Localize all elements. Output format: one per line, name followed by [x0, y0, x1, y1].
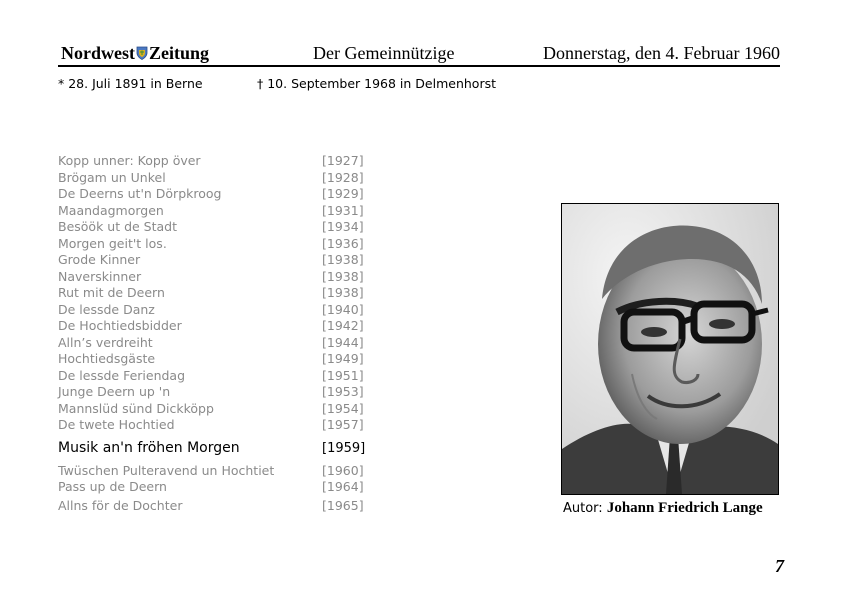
work-title: De Hochtiedsbidder	[58, 318, 182, 333]
list-item	[58, 153, 368, 170]
caption-label: Autor:	[563, 501, 603, 516]
work-year: [1953]	[322, 384, 364, 399]
list-item	[58, 401, 368, 418]
work-title: Alln’s verdreiht	[58, 334, 153, 350]
work-year: [1927]	[322, 153, 364, 168]
issue-date: Donnerstag, den 4. Februar 1960	[543, 43, 780, 63]
brand-name-part2: Zeitung	[149, 43, 210, 63]
list-item	[58, 219, 368, 236]
work-title: Junge Deern up 'n	[58, 384, 171, 399]
work-year: [1954]	[322, 400, 364, 416]
work-title: De twete Hochtied	[58, 417, 175, 432]
page-number: 7	[775, 556, 784, 576]
featured-work-year: [1959]	[322, 440, 366, 456]
work-title: Naverskinner	[58, 268, 142, 284]
list-item	[58, 236, 368, 253]
death-info: † 10. September 1968 in Delmenhorst	[257, 76, 496, 91]
work-year: [1928]	[322, 169, 364, 185]
list-item	[58, 351, 368, 368]
brand-name-part1: Nordwest	[61, 43, 135, 63]
crest-icon	[136, 44, 148, 58]
work-year: [1944]	[322, 334, 364, 350]
work-title: Hochtiedsgäste	[58, 351, 156, 366]
list-item	[58, 203, 368, 220]
work-title: Rut mit de Deern	[58, 285, 165, 300]
work-year: [1938]	[322, 268, 364, 284]
work-year: [1951]	[322, 367, 364, 383]
work-title: Mannslüd sünd Dickköpp	[58, 400, 214, 416]
work-year: [1942]	[322, 318, 364, 333]
list-item	[58, 498, 368, 515]
list-item	[58, 186, 368, 203]
birth-info: * 28. Juli 1891 in Berne	[58, 76, 203, 91]
work-title: Pass up de Deern	[58, 479, 167, 494]
work-year: [1931]	[322, 202, 364, 218]
list-item	[58, 170, 368, 187]
work-title: Maandagmorgen	[58, 202, 164, 218]
list-item	[58, 285, 368, 302]
work-year: [1960]	[322, 462, 364, 478]
list-item	[58, 335, 368, 352]
work-year: [1964]	[322, 479, 364, 494]
featured-work	[58, 438, 368, 463]
portrait-caption	[563, 500, 763, 517]
list-item	[58, 252, 368, 269]
work-title: Grode Kinner	[58, 252, 141, 267]
work-title: Allns för de Dochter	[58, 497, 183, 513]
author-name: Johann Friedrich Lange	[606, 500, 763, 516]
work-year: [1936]	[322, 235, 364, 251]
featured-work-title: Musik an'n fröhen Morgen	[58, 439, 240, 456]
list-item	[58, 479, 368, 496]
list-item	[58, 417, 368, 434]
work-year: [1965]	[322, 497, 364, 513]
work-title: Morgen geit't los.	[58, 235, 167, 251]
publication-title: Der Gemeinnützige	[313, 43, 455, 63]
list-item	[58, 463, 368, 480]
newspaper-brand	[61, 43, 209, 64]
work-title: Twüschen Pulteravend un Hochtiet	[58, 462, 275, 478]
list-item	[58, 318, 368, 335]
list-item	[58, 384, 368, 401]
list-item	[58, 368, 368, 385]
work-year: [1957]	[322, 417, 364, 432]
work-title: De lessde Danz	[58, 301, 155, 317]
work-title: Besöök ut de Stadt	[58, 219, 178, 234]
newspaper-header	[58, 41, 780, 67]
work-title: De Deerns ut'n Dörpkroog	[58, 186, 222, 201]
work-year: [1934]	[322, 219, 364, 234]
work-title: Kopp unner: Kopp över	[58, 153, 201, 168]
work-year: [1938]	[322, 285, 364, 300]
work-title: De lessde Feriendag	[58, 367, 186, 383]
work-year: [1940]	[322, 301, 364, 317]
list-item	[58, 269, 368, 286]
author-portrait	[561, 203, 779, 495]
list-item	[58, 302, 368, 319]
work-year: [1938]	[322, 252, 364, 267]
work-year: [1949]	[322, 351, 364, 366]
work-year: [1929]	[322, 186, 364, 201]
work-title: Brögam un Unkel	[58, 169, 166, 185]
works-list	[58, 153, 368, 514]
